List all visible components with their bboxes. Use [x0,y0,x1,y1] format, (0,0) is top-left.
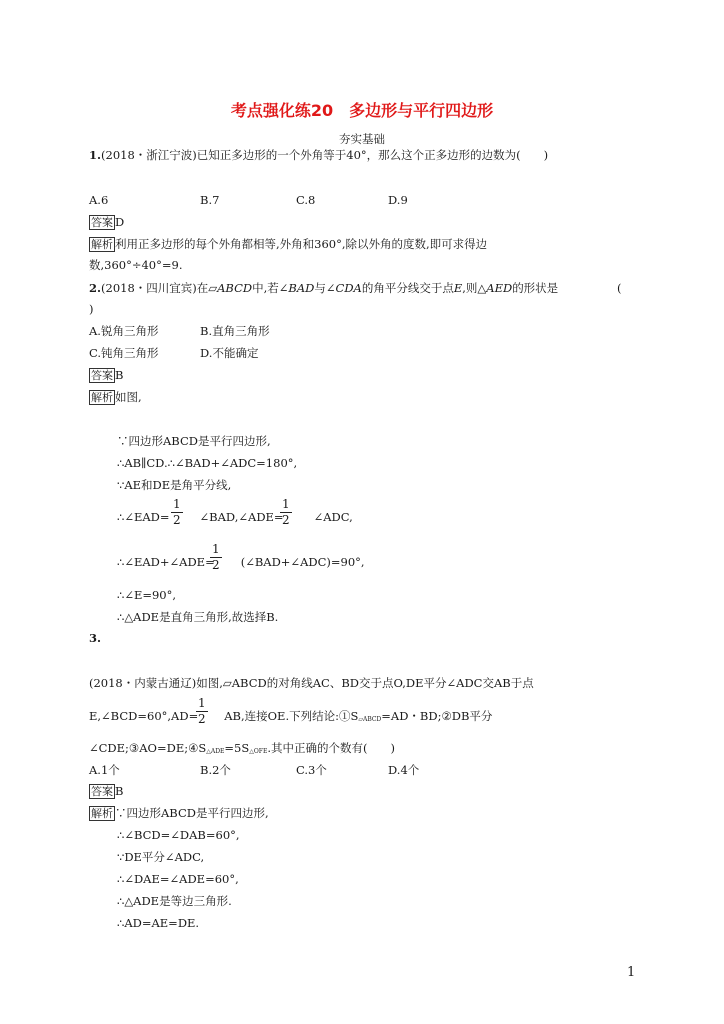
fraction-numerator: 1 [173,497,181,511]
question-2 [89,281,558,295]
analysis-tag: 解析 [91,238,113,251]
subscript: △ADE [206,748,225,755]
stem-part: E [453,281,463,295]
question-number: 3. [89,631,102,645]
answer-line [89,368,123,383]
fraction-one-half [196,696,208,727]
analysis-step: ∴∠DAE=∠ADE=60°, [117,872,239,886]
fraction-denominator: 2 [173,513,181,527]
analysis-step-5 [117,555,365,569]
answer-line [89,215,124,230]
analysis-step-4 [117,510,353,524]
analysis-text-2: 数,360°÷40°=9. [89,258,183,272]
question-3-line-3 [89,741,395,759]
stem-part: 中,若∠ [252,281,289,295]
question-number: 1. [89,148,102,162]
fraction-denominator: 2 [212,558,220,572]
answer-paren-close: ) [89,302,94,316]
answer-line [89,784,123,799]
question-number: 2. [89,281,102,295]
answer-tag: 答案 [91,216,113,229]
analysis-text: 利用正多边形的每个外角都相等,外角和360°,除以外角的度数,即可求得边 [115,237,488,251]
line-part: .其中正确的个数有( ) [267,741,395,755]
option-c: C.钝角三角形 [89,346,159,360]
stem-part: CDA [335,281,362,295]
answer-paren-open: ( [617,281,622,295]
stem-part: 的角平分线交于点 [361,281,454,295]
answer-value: B [115,368,124,382]
answer-value: B [115,784,124,798]
option-c: C.3个 [296,763,327,777]
option-c: C.8 [296,193,316,207]
step-part: ∠ADC, [313,510,353,524]
question-stem: (2018・浙江宁波)已知正多边形的一个外角等于40°，那么这个正多边形的边数为( ) [101,148,549,162]
question-3-line-1: (2018・内蒙古通辽)如图,▱ABCD的对角线AC、BD交于点O,DE平分∠ADC交AB于点 [89,676,534,690]
answer-value: D [115,215,125,229]
option-b: B.2个 [200,763,231,777]
stem-part: AED [486,281,513,295]
option-a: A.锐角三角形 [89,324,159,338]
line-part: ∠CDE;③AO=DE;④S [89,741,207,755]
section-heading: 夯实基础 [339,132,385,146]
question-1 [89,148,548,162]
step-part: ∠BAD,∠ADE= [199,510,284,524]
subscript: △OFE [249,748,268,755]
analysis-step: ∵DE平分∠ADC, [117,850,205,864]
answer-tag: 答案 [91,785,113,798]
line-part: =AD・BD;②DB平分 [381,709,493,723]
page-number: 1 [627,965,636,980]
option-a: A.1个 [89,763,120,777]
subscript: ▱ABCD [358,716,382,723]
analysis-step: ∵AE和DE是角平分线, [117,478,232,492]
option-d: D.不能确定 [200,346,259,360]
analysis-step: ∴AB∥CD.∴∠BAD+∠ADC=180°, [117,456,298,470]
fraction-one-half [171,497,183,528]
stem-part: ,则△ [462,281,487,295]
analysis-line [89,390,142,405]
stem-part: (2018・四川宜宾)在▱ [101,281,218,295]
line-part: E,∠BCD=60°,AD= [89,709,199,723]
option-b: B.直角三角形 [200,324,270,338]
option-d: D.9 [388,193,408,207]
line-part: AB,连接OE.下列结论:①S [224,709,359,723]
answer-tag: 答案 [91,369,113,382]
fraction-one-half [210,542,222,573]
analysis-tag: 解析 [91,807,113,820]
option-b: B.7 [200,193,220,207]
option-d: D.4个 [388,763,420,777]
option-a: A.6 [89,193,109,207]
analysis-step: ∴AD=AE=DE. [117,916,200,930]
stem-part: ABCD [217,281,253,295]
analysis-step: ∵四边形ABCD是平行四边形, [117,434,271,448]
analysis-step: ∴△ADE是直角三角形,故选择B. [117,610,279,624]
fraction-numerator: 1 [282,497,290,511]
fraction-one-half [280,497,292,528]
fraction-denominator: 2 [282,513,290,527]
stem-part: 与∠ [314,281,336,295]
step-part: ∴∠EAD+∠ADE= [117,555,215,569]
fraction-denominator: 2 [198,712,206,726]
analysis-step: ∴∠BCD=∠DAB=60°, [117,828,240,842]
analysis-step: ∴△ADE是等边三角形. [117,894,232,908]
analysis-text: ∵四边形ABCD是平行四边形, [115,806,269,820]
analysis-tag: 解析 [91,391,113,404]
analysis-line [89,806,269,821]
stem-part: 的形状是 [512,281,559,295]
analysis-text: 如图, [115,390,142,404]
fraction-numerator: 1 [198,696,206,710]
line-part: =5S [224,741,250,755]
stem-part: BAD [288,281,315,295]
analysis-line [89,237,487,252]
question-3-line-2 [89,709,492,727]
step-part: ∴∠EAD= [117,510,170,524]
fraction-numerator: 1 [212,542,220,556]
analysis-step: ∴∠E=90°, [117,588,177,602]
step-part: (∠BAD+∠ADC)=90°, [240,555,365,569]
page-title: 考点强化练20 多边形与平行四边形 [230,101,494,120]
